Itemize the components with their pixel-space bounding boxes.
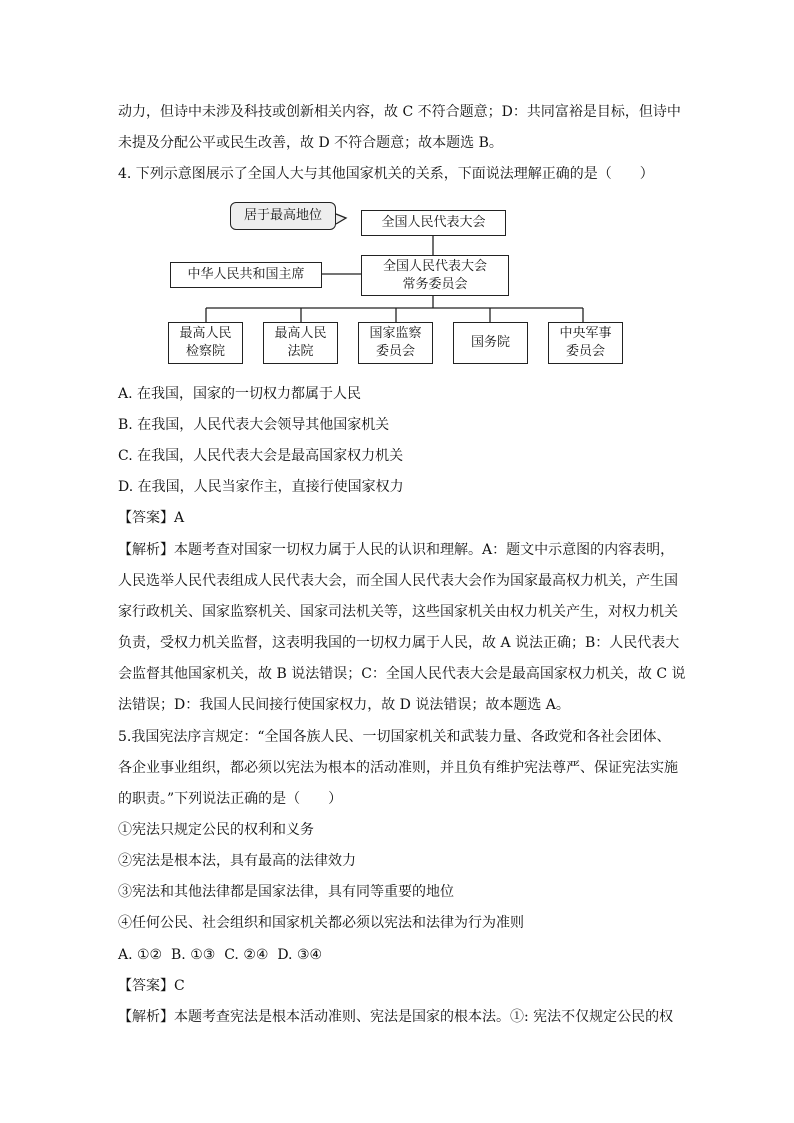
box-supervisory-commission: 国家监察 委员会 xyxy=(358,322,433,364)
option-d: D. 在我国，人民当家作主，直接行使国家权力 xyxy=(118,479,404,495)
answer-q4: 【答案】A xyxy=(118,510,185,526)
text-line: 未提及分配公平或民生改善，故 D 不符合题意；故本题选 B。 xyxy=(118,135,503,151)
statement-2: ②宪法是根本法，具有最高的法律效力 xyxy=(118,853,356,869)
box-npc: 全国人民代表大会 xyxy=(361,210,506,236)
box-standing-committee: 全国人民代表大会 常务委员会 xyxy=(361,255,509,296)
question-5-stem: 的职责。”下列说法正确的是（ ） xyxy=(118,791,343,807)
analysis-line: 【解析】本题考查对国家一切权力属于人民的认识和理解。A：题文中示意图的内容表明， xyxy=(118,542,675,558)
box-state-council: 国务院 xyxy=(453,322,528,364)
analysis-line: 会监督其他国家机关，故 B 说法错误；C：全国人民代表大会是最高国家权力机关，故 C 说 xyxy=(118,666,686,682)
question-5-stem: 5.我国宪法序言规定：“全国各族人民、一切国家机关和武装力量、各政党和各社会团体、 xyxy=(118,729,671,745)
option-c: C. 在我国，人民代表大会是最高国家权力机关 xyxy=(118,448,404,464)
answer-q5: 【答案】C xyxy=(118,978,185,994)
statement-1: ①宪法只规定公民的权利和义务 xyxy=(118,822,314,838)
analysis-line: 负责，受权力机关监督，这表明我国的一切权力属于人民，故 A 说法正确；B：人民代表大 xyxy=(118,635,680,651)
box-procuratorate: 最高人民 检察院 xyxy=(168,322,243,364)
choices-q5: A. ①② B. ①③ C. ②④ D. ③④ xyxy=(118,947,323,963)
box-president: 中华人民共和国主席 xyxy=(170,262,322,288)
option-b: B. 在我国，人民代表大会领导其他国家机关 xyxy=(118,417,390,433)
box-military-commission: 中央军事 委员会 xyxy=(548,322,623,364)
analysis-line: 人民选举人民代表组成人民代表大会，而全国人民代表大会作为国家最高权力机关，产生国 xyxy=(118,573,678,589)
box-court: 最高人民 法院 xyxy=(263,322,338,364)
text-line: 动力，但诗中未涉及科技或创新相关内容，故 C 不符合题意；D：共同富裕是目标，但诗中 xyxy=(118,104,681,120)
question-4-stem: 4. 下列示意图展示了全国人大与其他国家机关的关系，下面说法理解正确的是（ ） xyxy=(118,166,654,182)
statement-4: ④任何公民、社会组织和国家机关都必须以宪法和法律为行为准则 xyxy=(118,915,524,931)
question-5-stem: 各企业事业组织，都必须以宪法为根本的活动准则，并且负有维护宪法尊严、保证宪法实施 xyxy=(118,760,678,776)
statement-3: ③宪法和其他法律都是国家法律，具有同等重要的地位 xyxy=(118,884,454,900)
analysis-line: 家行政机关、国家监察机关、国家司法机关等，这些国家机关由权力机关产生，对权力机关 xyxy=(118,604,678,620)
callout-highest-status: 居于最高地位 xyxy=(230,202,336,230)
analysis-line: 法错误；D：我国人民间接行使国家权力，故 D 说法错误；故本题选 A。 xyxy=(118,697,570,713)
organ-diagram xyxy=(168,196,628,368)
option-a: A. 在我国，国家的一切权力都属于人民 xyxy=(118,386,362,402)
analysis-line: 【解析】本题考查宪法是根本活动准则、宪法是国家的根本法。①: 宪法不仅规定公民的权 xyxy=(118,1009,674,1025)
